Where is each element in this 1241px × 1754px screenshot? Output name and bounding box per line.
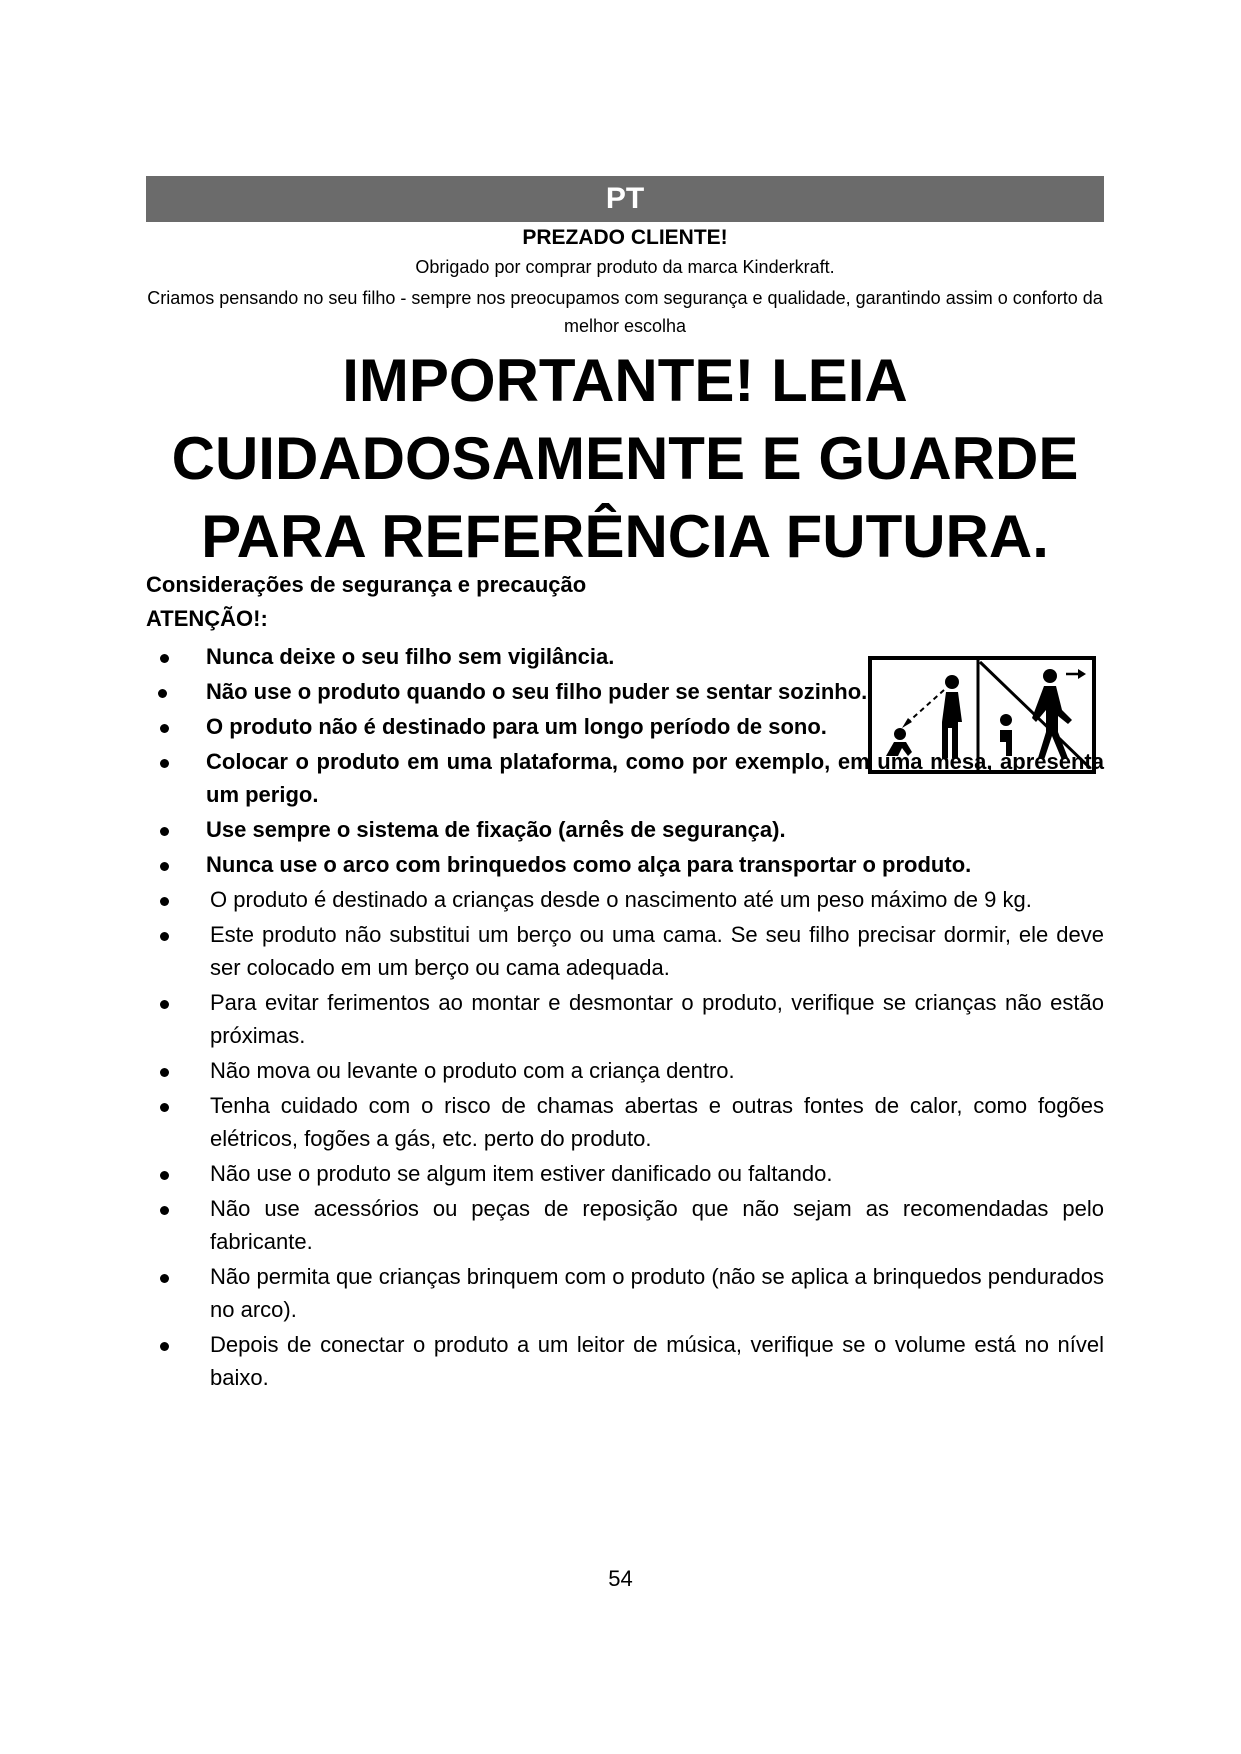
list-item: Tenha cuidado com o risco de chamas abertas e outras fontes de calor, como fogões elétricos, fogões a gás, etc. perto do produto. [146,1089,1104,1155]
greeting-line-1: Obrigado por comprar produto da marca Kinderkraft. [415,257,835,277]
list-item: Não mova ou levante o produto com a criança dentro. [146,1054,1104,1087]
bullet-icon [160,1342,169,1351]
safety-list [146,640,1104,1396]
list-item: Não permita que crianças brinquem com o produto (não se aplica a brinquedos pendurados no arco). [146,1260,1104,1326]
bullet-icon [160,654,169,663]
bullet-icon [160,1103,169,1112]
list-item: Este produto não substitui um berço ou uma cama. Se seu filho precisar dormir, ele deve ser colocado em um berço ou cama adequada. [146,918,1104,984]
list-item: O produto é destinado a crianças desde o nascimento até um peso máximo de 9 kg. [146,883,1104,916]
list-item: Nunca deixe o seu filho sem vigilância. [146,640,1104,673]
bullet-icon [160,724,169,733]
greeting-line-2: Criamos pensando no seu filho - sempre nos preocupamos com segurança e qualidade, garantindo assim o conforto da melhor escolha [147,288,1103,336]
list-item: Colocar o produto em uma plataforma, como por exemplo, em uma mesa, apresenta um perigo. [146,745,1104,811]
language-label: PT [605,182,645,215]
bullet-icon [158,689,167,698]
bullet-icon [160,827,169,836]
bullet-icon [160,1068,169,1077]
attention-label: ATENÇÃO!: [146,606,268,631]
list-item: Nunca use o arco com brinquedos como alça para transportar o produto. [146,848,1104,881]
bullet-icon [160,1171,169,1180]
list-item: Não use o produto quando o seu filho puder se sentar sozinho. [146,675,874,708]
bullet-icon [160,759,169,768]
bullet-icon [160,932,169,941]
language-header [146,176,1104,222]
bullet-icon [160,1000,169,1009]
list-item: Não use acessórios ou peças de reposição que não sejam as recomendadas pelo fabricante. [146,1192,1104,1258]
bullet-icon [160,862,169,871]
page-number: 54 [608,1566,633,1591]
section-title: Considerações de segurança e precaução [146,572,587,597]
bullet-icon [160,1206,169,1215]
list-item: Use sempre o sistema de fixação (arnês de segurança). [146,813,1104,846]
list-item: Não use o produto se algum item estiver danificado ou faltando. [146,1157,1104,1190]
bullet-icon [160,1274,169,1283]
greeting-title: PREZADO CLIENTE! [522,226,728,249]
list-item: Depois de conectar o produto a um leitor de música, verifique se o volume está no nível baixo. [146,1328,1104,1394]
list-item: O produto não é destinado para um longo período de sono. [146,710,896,743]
bullet-icon [160,897,169,906]
headline: IMPORTANTE! LEIA CUIDADOSAMENTE E GUARDE PARA REFERÊNCIA FUTURA. [171,347,1079,570]
list-item: Para evitar ferimentos ao montar e desmontar o produto, verifique se crianças não estão próximas. [146,986,1104,1052]
